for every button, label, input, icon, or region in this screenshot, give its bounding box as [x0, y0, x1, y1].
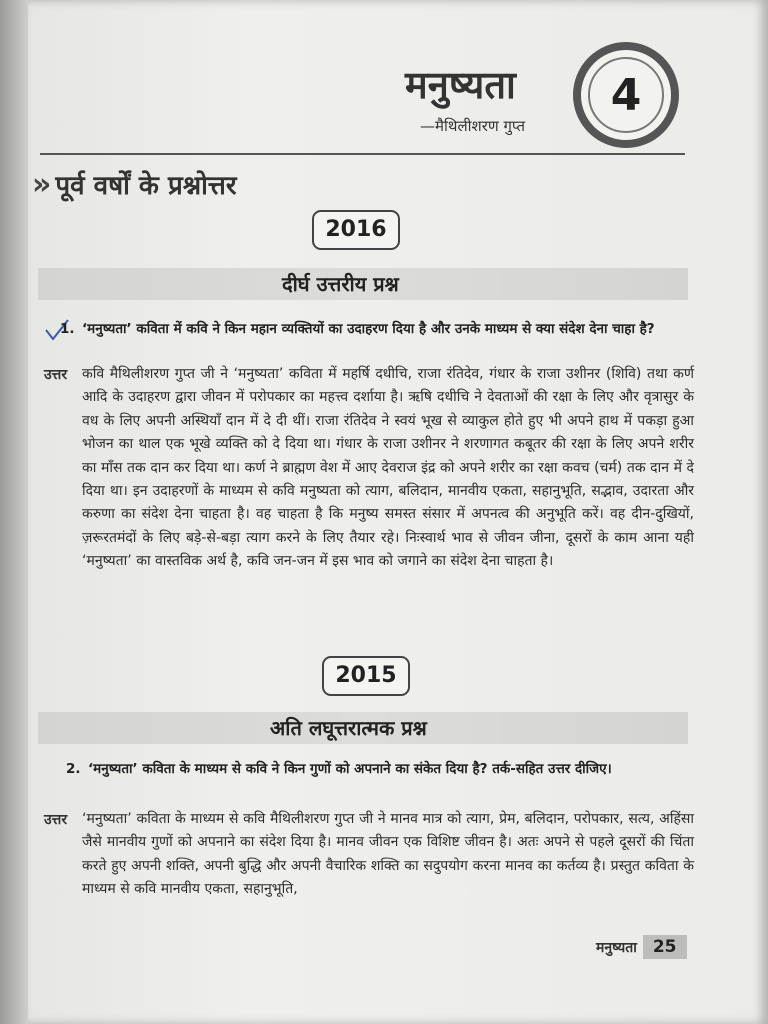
- chapter-number: 4: [588, 57, 664, 133]
- category-title: दीर्घ उत्तरीय प्रश्न: [282, 272, 399, 296]
- section-heading-text: पूर्व वर्षों के प्रश्नोत्तर: [55, 171, 237, 201]
- question-1: [60, 318, 694, 340]
- year-box-2015: 2015: [322, 656, 410, 696]
- question-text: ‘मनुष्यता’ कविता के माध्यम से कवि ने किन गुणों को अपनाने का संकेत दिया है? तर्क-सहित उत्तर दीजिए।: [88, 761, 612, 777]
- answer-label: उत्तर: [44, 367, 68, 383]
- question-number: 2.: [66, 761, 81, 777]
- answer-label: उत्तर: [44, 812, 68, 828]
- footer-chapter-name: मनुष्यता: [596, 939, 637, 956]
- category-title: अति लघूत्तरात्मक प्रश्न: [270, 716, 427, 740]
- answer-2: ‘मनुष्यता’ कविता के माध्यम से कवि मैथिलीशरण गुप्त जी ने मानव मात्र को त्याग, प्रेम, बलिदान, परोपकार, सत्य, अहिंसा जैसे मानवीय गुणों को अपनाने का संदेश दिया है। मानव जीवन एक विशिष्ट जीवन है। अतः अपने से पहले दूसरों की चिंता करते हुए अपनी शक्ति, अपनी बुद्धि और अपनी वैचारिक शक्ति का सदुपयोग करना मानव का कर्तव्य है। प्रस्तुत कविता के माध्यम से कवि मानवीय एकता, सहानुभूति,: [82, 811, 694, 898]
- chapter-number-badge: [573, 42, 679, 148]
- question-2: [66, 758, 694, 780]
- question-number: 1.: [60, 321, 75, 337]
- question-text: ‘मनुष्यता’ कविता में कवि ने किन महान व्यक्तियों का उदाहरण दिया है और उनके माध्यम से क्या संदेश देना चाहा है?: [82, 321, 655, 337]
- page-number: 25: [643, 935, 687, 959]
- book-spine: [0, 0, 28, 1024]
- section-heading: [32, 166, 236, 202]
- answer-1: कवि मैथिलीशरण गुप्त जी ने ‘मनुष्यता’ कविता में महर्षि दधीचि, राजा रंतिदेव, गंधार के राजा उशीनर (शिवि) तथा कर्ण आदि के उदाहरण द्वारा जीवन में परोपकार का महत्त्व दर्शाया है। ऋषि दधीचि ने देवताओं की रक्षा के लिए और वृत्रासुर के वध के लिए अपनी अस्थियाँ दान में दे दी थीं। राजा रंतिदेव ने स्वयं भूख से व्याकुल होते हुए भी अपने हाथ में पकड़ा हुआ भोजन का थाल एक भूखे व्यक्ति को दे दिया था। गंधार के राजा उशीनर ने शरणागत कबूतर की रक्षा के लिए अपने शरीर का माँस तक दान कर दिया था। कर्ण ने ब्राह्मण वेश में आए देवराज इंद्र को अपने शरीर का रक्षा कवच (चर्म) तक दान में दे दिया था। इन उदाहरणों के माध्यम से कवि मनुष्यता को त्याग, बलिदान, मानवीय एकता, सहानुभूति, सद्भाव, उदारता और करुणा का संदेश देना चाहता है। वह चाहता है कि मनुष्य समस्त संसार में अपनत्व की अनुभूति करें। वह दीन-दुखियों, ज़रूरतमंदों के लिए बड़े-से-बड़ा त्याग करने के लिए तैयार रहे। निःस्वार्थ भाव से जीवन जीना, दूसरों के काम आना यही ‘मनुष्यता’ का वास्तविक अर्थ है, कवि जन-जन में इस भाव को जगाने का संदेश देना चाहता है।: [82, 366, 694, 570]
- chapter-title: मनुष्यता: [405, 62, 516, 107]
- year-box-2016: 2016: [312, 210, 400, 250]
- page-footer: [596, 935, 687, 959]
- double-chevron-icon: »: [32, 166, 46, 202]
- header-divider: [40, 153, 685, 155]
- chapter-author: —मैथिलीशरण गुप्त: [420, 117, 526, 135]
